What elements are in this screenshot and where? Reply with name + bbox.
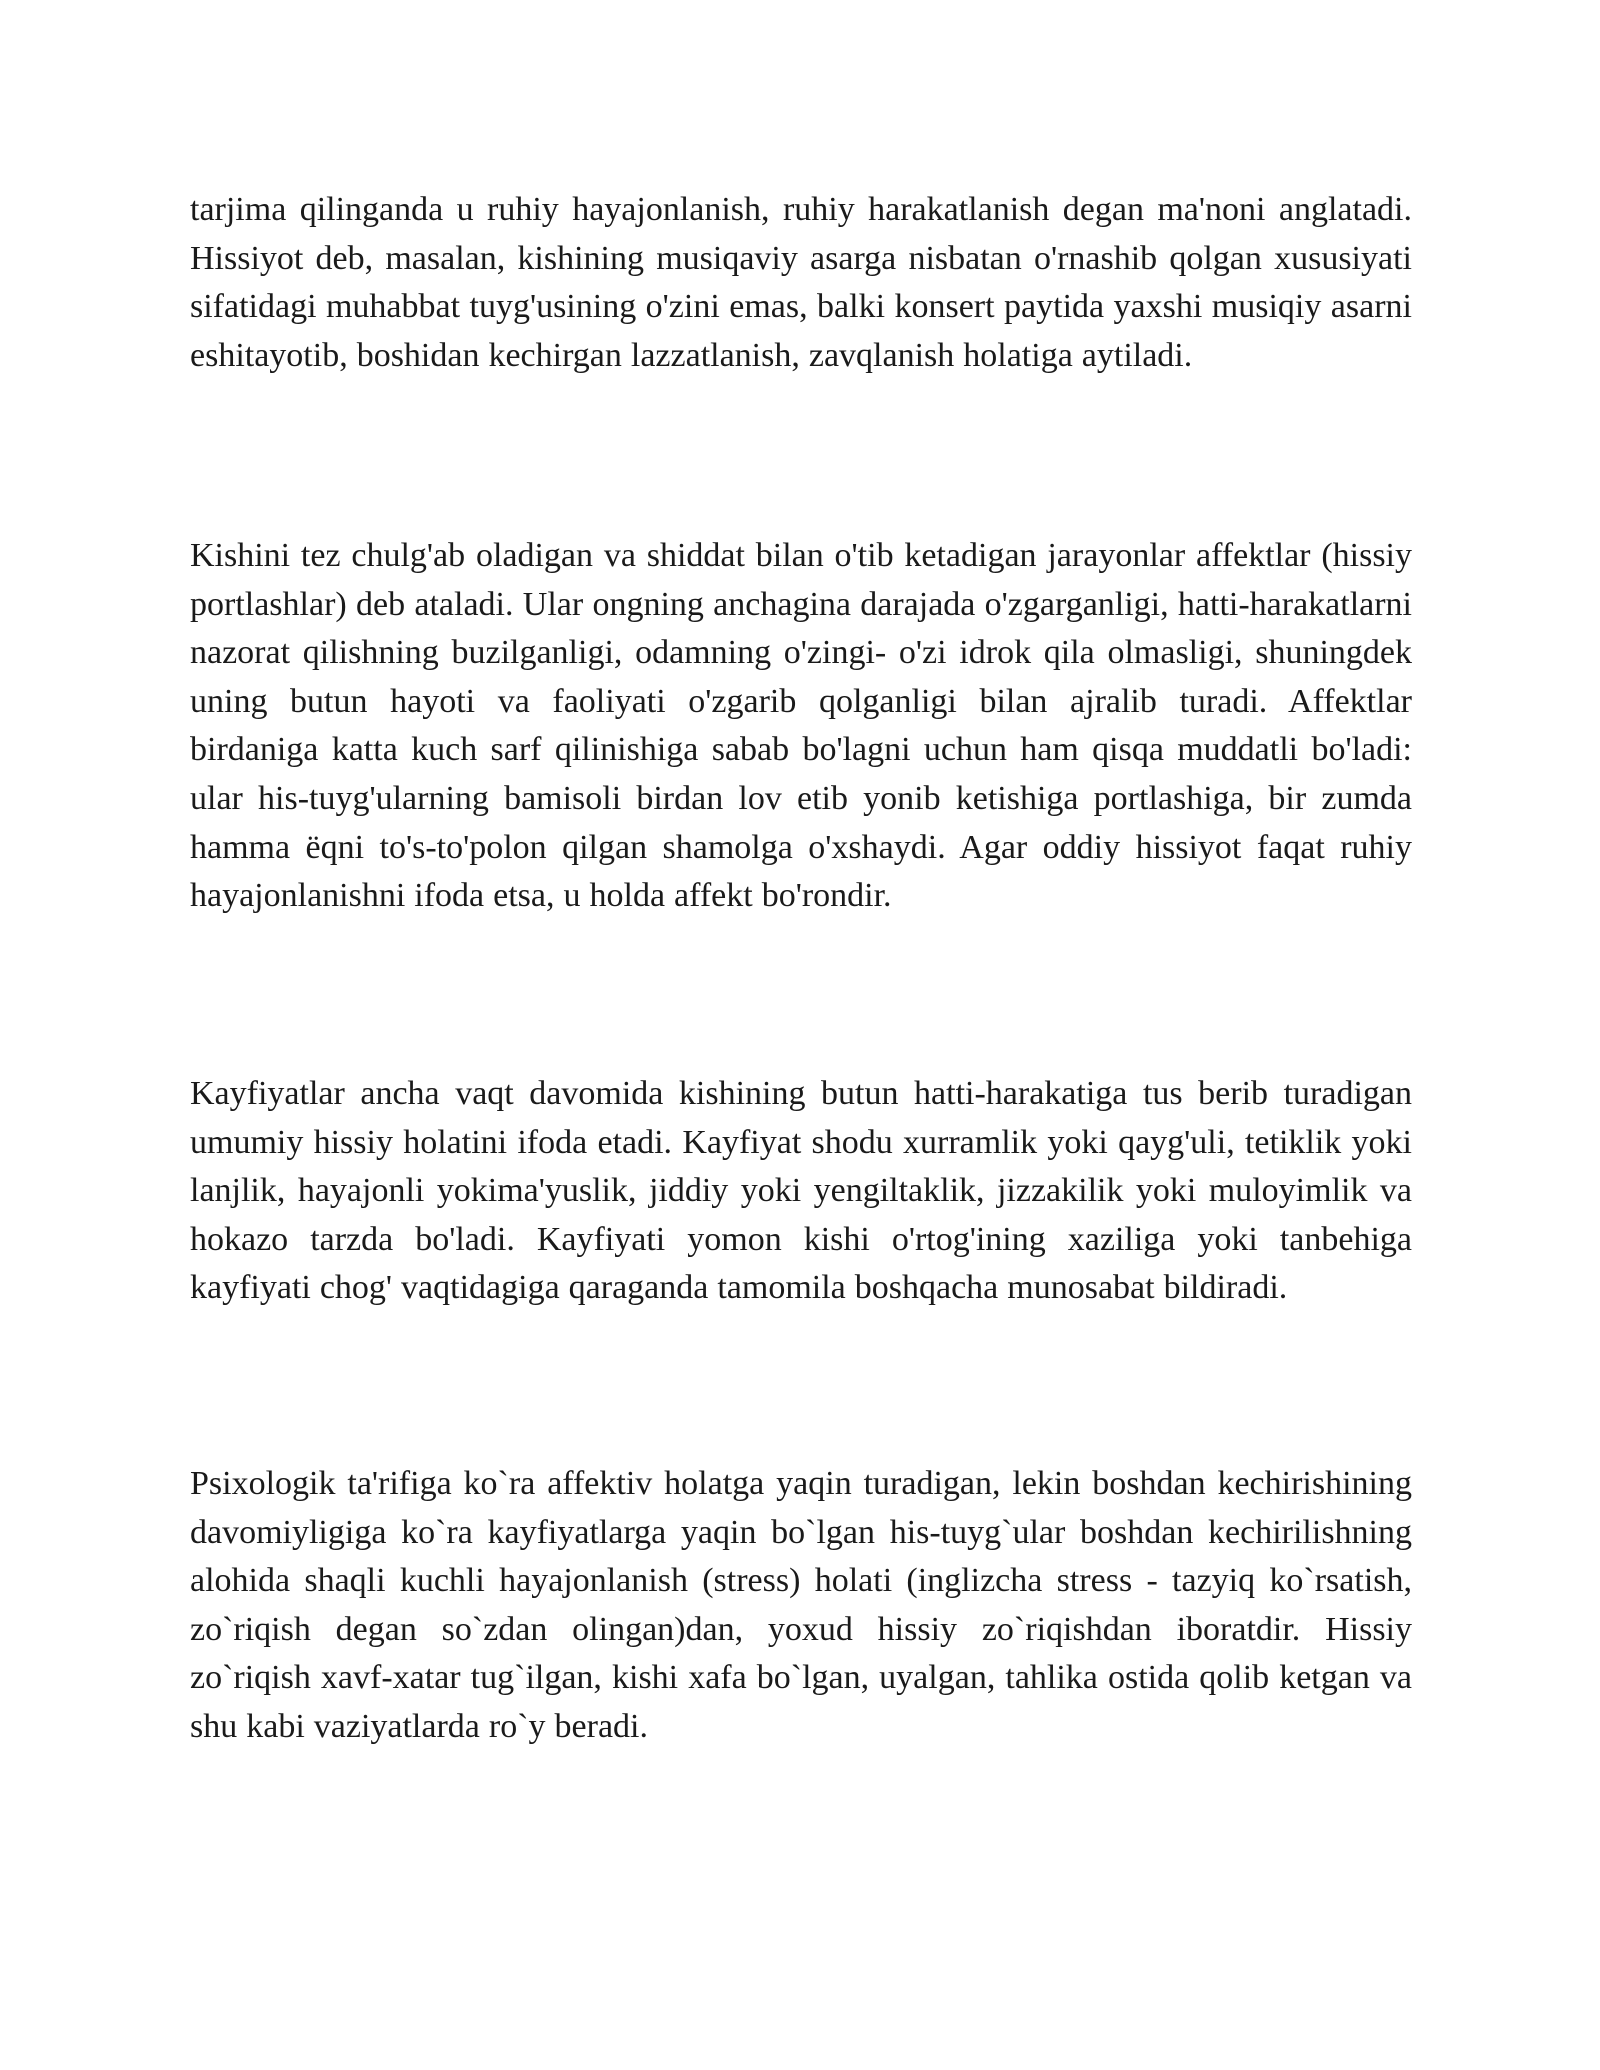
paragraph-hissiyot: tarjima qilinganda u ruhiy hayajonlanish, ruhiy harakatlanish degan ma'noni anglatadi. Hissiyot deb, masalan, kishining musiqaviy asarga nisbatan o'rnashib qolgan xususiyati sifatidagi muhabbat tuyg'usining o'zini emas, balki konsert paytida yaxshi musiqiy asarni eshitayotib, boshidan kechirgan lazzatlanish, zavqlanish holatiga aytiladi. bbox=[190, 191, 1412, 374]
paragraph-affektlar: Kishini tez chulg'ab oladigan va shiddat bilan o'tib ketadigan jarayonlar affektlar (hissiy portlashlar) deb ataladi. Ular ongning anchagina darajada o'zgarganligi, hatti-harakatlarni nazorat qilishning buzilganligi, odamning o'zingi- o'zi idrok qila olmasligi, shuningdek uning butun hayoti va faoliyati o'zgarib qolganligi bilan ajralib turadi. Affektlar birdaniga katta kuch sarf qilinishiga sabab bo'lagni uchun ham qisqa muddatli bo'ladi: ular his-tuyg'ularning bamisoli birdan lov etib yonib ketishiga portlashiga, bir zumda hamma ëqni to's-to'polon qilgan shamolga o'xshaydi. Agar oddiy hissiyot faqat ruhiy hayajonlanishni ifoda etsa, u holda affekt bo'rondir. bbox=[190, 537, 1412, 915]
paragraph-stress: Psixologik ta'rifiga ko`ra affektiv holatga yaqin turadigan, lekin boshdan kechirishining davomiyligiga ko`ra kayfiyatlarga yaqin bo`lgan his-tuyg`ular boshdan kechirilishning alohida shaqli kuchli hayajonlanish (stress) holati (inglizcha stress - tazyiq ko`rsatish, zo`riqish degan so`zdan olingan)dan, yoxud hissiy zo`riqishdan iboratdir. Hissiy zo`riqish xavf-xatar tug`ilgan, kishi xafa bo`lgan, uyalgan, tahlika ostida qolib ketgan va shu kabi vaziyatlarda ro`y beradi. bbox=[190, 1465, 1412, 1745]
paragraph-kayfiyatlar: Kayfiyatlar ancha vaqt davomida kishining butun hatti-harakatiga tus berib turadigan umumiy hissiy holatini ifoda etadi. Kayfiyat shodu xurramlik yoki qayg'uli, tetiklik yoki lanjlik, hayajonli yokima'yuslik, jiddiy yoki yengiltaklik, jizzakilik yoki muloyimlik va hokazo tarzda bo'ladi. Kayfiyati yomon kishi o'rtog'ining xaziliga yoki tanbehiga kayfiyati chog' vaqtidagiga qaraganda tamomila boshqacha munosabat bildiradi. bbox=[190, 1075, 1412, 1307]
